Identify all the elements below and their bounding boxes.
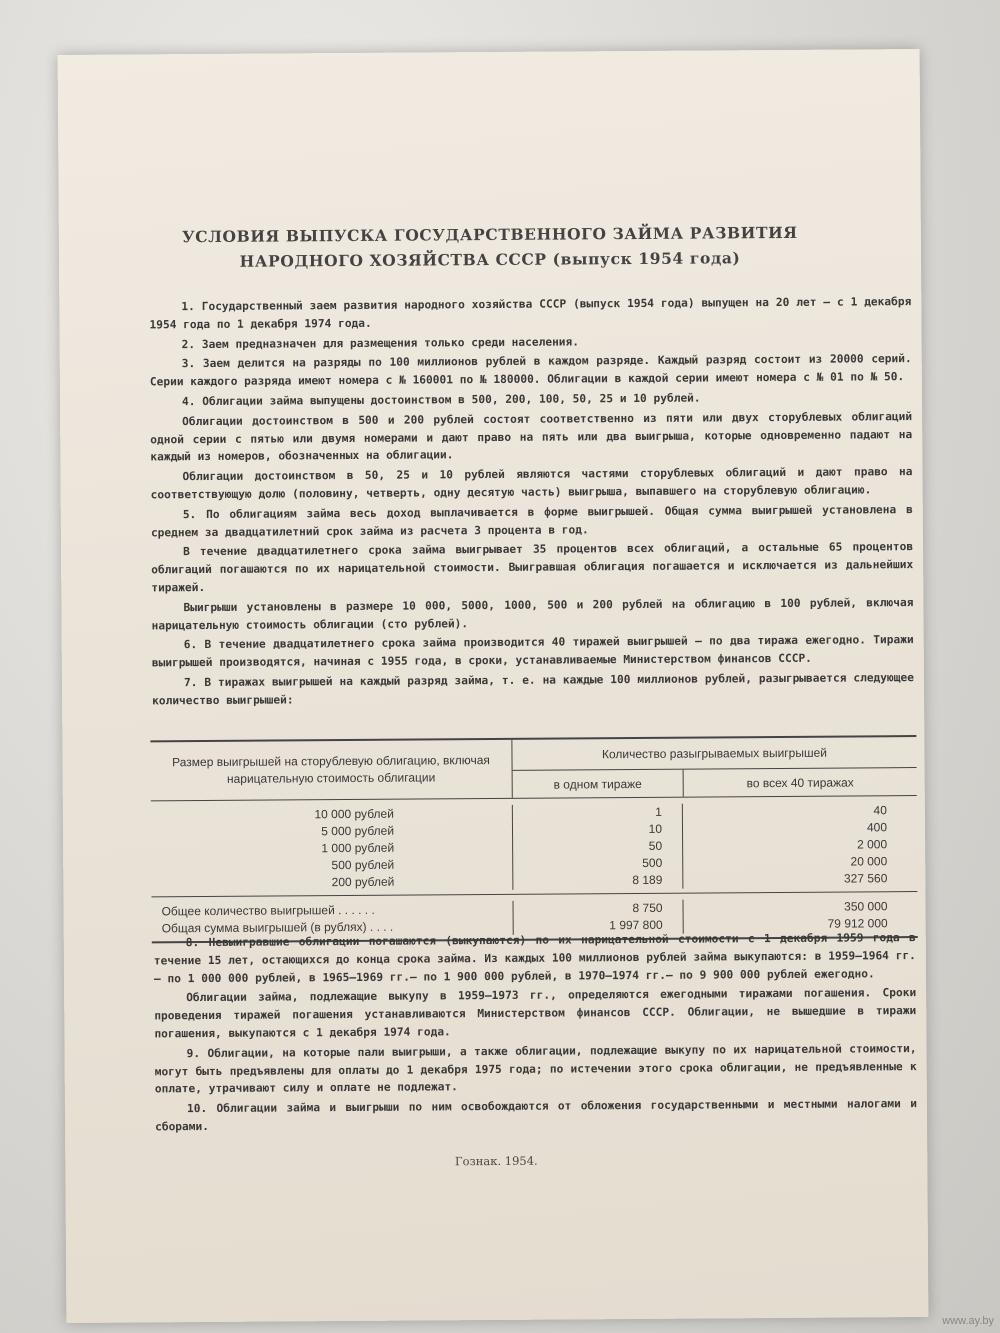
- all-draws-cell: 327 560: [843, 871, 888, 886]
- paragraph: Облигации достоинством в 50, 25 и 10 рублей являются частями сторублевых облигаций и дают право на соответствующую долю (половину, четверть, одну десятую часть) выигрыша, выпавшего на сторублевую облигацию.: [150, 465, 913, 502]
- conditions-text-top: [149, 293, 914, 712]
- all-draws-cell: 40: [873, 803, 887, 818]
- paragraph: Облигации достоинством в 500 и 200 рублей состоят соответственно из пяти или двух сторублевых облигаций одной серии с пятью или двумя номерами и дают право на пять или два выигрыша, которые одновременно падают на каждый из номеров, обозначенных на облигации.: [150, 409, 913, 464]
- all-draws-cell: 400: [866, 820, 888, 835]
- one-draw-cell: 10: [513, 821, 683, 839]
- conditions-text-bottom: [154, 929, 917, 1138]
- table-header: [150, 735, 916, 801]
- col-all-draws-header: во всех 40 тиражах: [746, 774, 854, 790]
- col-group-header: Количество разыгрываемых выигрышей: [512, 737, 916, 771]
- paragraph: 8. Невыигравшие облигации погашаются (выкупаются) по их нарицательной стоимости с 1 декабря 1959 года в течение 15 лет, остающихся до конца срока займа. Из каждых 100 миллионов рублей займа выкупаются: в 1959—1964 гг.— по 1 000 000 рублей, в 1965—1969 гг.— по 1 900 000 рублей, в 1970—1974 гг.— по 9 900 000 рублей ежегодно.: [153, 931, 916, 985]
- totals-all-draws: 350 000: [844, 899, 888, 914]
- one-draw-cell: 1: [513, 804, 683, 822]
- prize-size-cell: 10 000 рублей: [151, 805, 513, 825]
- prize-table: [150, 735, 917, 943]
- col-one-draw-header: в одном тираже: [513, 770, 684, 798]
- col-prize-size-header: Размер выигрышей на сторублевую облигацию, включая нарицательную стоимость облигации: [150, 740, 512, 801]
- table-body: [151, 796, 918, 897]
- one-draw-cell: 8 189: [513, 872, 683, 890]
- paragraph: 4. Облигации займа выпущены достоинством в 500, 200, 100, 50, 25 и 10 рублей.: [181, 391, 701, 409]
- paragraph: 3. Заем делится на разряды по 100 миллионов рублей в каждом разряде. Каждый разряд состоит из 20000 серий. Серии каждого разряда имеют номера с № 160001 по № 180000. Облигации в каждой серии имеют номера с № 01 по № 50.: [149, 352, 912, 389]
- paragraph: Выигрыши установлены в размере 10 000, 5000, 1000, 500 и 200 рублей на облигацию в 100 рублей, включая нарицательную стоимость облигации (сто рублей).: [151, 595, 914, 632]
- site-watermark: www.ay.by: [942, 1315, 994, 1327]
- all-draws-cell: 2 000: [857, 837, 888, 852]
- bond-back-page: [58, 49, 929, 1323]
- paragraph: 5. По облигациям займа весь доход выплачивается в форме выигрышей. Общая сумма выигрышей установлена в среднем за двадцатилетний срок займа из расчета 3 процента в год.: [150, 502, 913, 539]
- paragraph: 7. В тиражах выигрышей на каждый разряд займа, т. е. на каждые 100 миллионов рублей, разыгрывается следующее количество выигрышей:: [152, 670, 914, 708]
- paragraph: 9. Облигации, на которые пали выигрыши, а также облигации, подлежащие выкупу по их нарицательной стоимости, могут быть предъявлены для оплаты до 1 декабря 1975 года; по истечении этого срока облигации, не предъявленные к оплате, утрачивают силу и оплате не подлежат.: [154, 1041, 917, 1096]
- totals-label: Общая сумма выигрышей (в рублях) . . . .: [152, 918, 514, 938]
- paragraph: В течение двадцатилетнего срока займа выигрывает 35 процентов всех облигаций, а остальные 65 процентов облигаций погашаются по их нарицательной стоимости. Выигравшая облигация погашается и исключается из дальнейших тиражей.: [151, 540, 914, 595]
- title-line-1: УСЛОВИЯ ВЫПУСКА ГОСУДАРСТВЕННОГО ЗАЙМА РАЗВИТИЯ: [181, 222, 798, 247]
- prize-size-cell: 1 000 рублей: [151, 839, 513, 859]
- totals-all-draws: 79 912 000: [827, 916, 888, 931]
- totals-label: Общее количество выигрышей . . . . . .: [152, 901, 514, 921]
- printer-imprint: Гознак. 1954.: [454, 1153, 538, 1169]
- paragraph: 6. В течение двадцатилетнего срока займа производится 40 тиражей выигрышей — по два тиража ежегодно. Тиражи выигрышей производятся, начиная с 1955 года, в сроки, устанавливаемые Министерством финансов СССР.: [151, 633, 914, 670]
- paragraph: 2. Заем предназначен для размещения только среди населения.: [181, 334, 580, 351]
- totals-one-draw: 1 997 800: [514, 917, 684, 935]
- prize-size-cell: 500 рублей: [151, 856, 513, 876]
- paragraph: Облигации займа, подлежащие выкупу в 1959—1973 гг., определяются ежегодными тиражами погашения. Сроки проведения тиражей погашения устанавливаются Министерством финансов СССР. Облигации, не вышедшие в тиражи погашения, выкупаются с 1 декабря 1974 года.: [154, 986, 917, 1041]
- document-title: [59, 219, 921, 275]
- one-draw-cell: 50: [513, 838, 683, 856]
- prize-size-cell: 200 рублей: [151, 873, 513, 893]
- one-draw-cell: 500: [513, 855, 683, 873]
- all-draws-cell: 20 000: [850, 854, 888, 869]
- title-line-2: НАРОДНОГО ХОЗЯЙСТВА СССР (выпуск 1954 года): [239, 248, 741, 271]
- totals-one-draw: 8 750: [514, 900, 684, 918]
- paragraph: 1. Государственный заем развития народного хозяйства СССР (выпуск 1954 года) выпущен на 20 лет — с 1 декабря 1954 года по 1 декабря 1974 года.: [149, 295, 912, 332]
- prize-size-cell: 5 000 рублей: [151, 822, 513, 842]
- paragraph: 10. Облигации займа и выигрыши по ним освобождаются от обложения государственными и местными налогами и сборами.: [155, 1097, 917, 1134]
